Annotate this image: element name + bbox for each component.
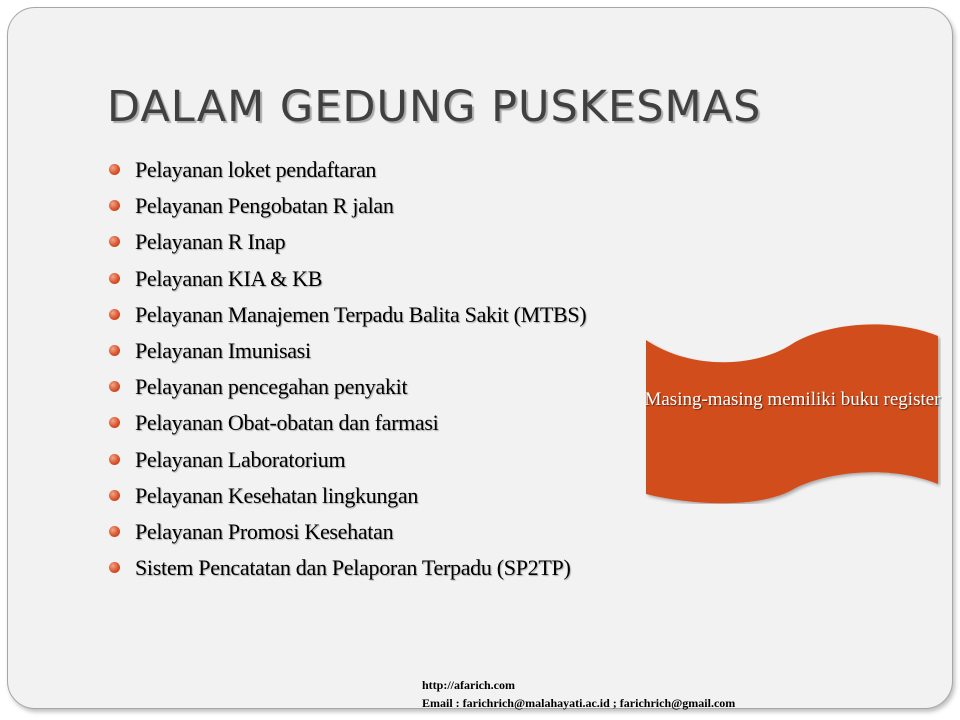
bullet-text: Pelayanan pencegahan penyakit	[135, 374, 408, 400]
bullet-dot-icon	[109, 273, 120, 284]
slide-title: DALAM GEDUNG PUSKESMAS	[107, 82, 762, 132]
bullet-dot-icon	[109, 236, 120, 247]
bullet-text: Pelayanan Laboratorium	[135, 446, 346, 472]
bullet-text: Pelayanan Kesehatan lingkungan	[135, 482, 419, 508]
list-item	[106, 333, 686, 369]
bullet-text: Pelayanan Pengobatan R jalan	[135, 193, 394, 219]
wave-banner-shape-icon	[644, 322, 941, 504]
footer	[422, 676, 735, 712]
bullet-dot-icon	[109, 164, 120, 175]
bullet-text: Pelayanan Promosi Kesehatan	[135, 519, 394, 545]
bullet-dot-icon	[109, 345, 120, 356]
list-item	[106, 514, 686, 550]
bullet-text: Pelayanan KIA & KB	[135, 265, 323, 291]
footer-email[interactable]: Email : farichrich@malahayati.ac.id ; farichrich@gmail.com	[422, 696, 736, 710]
list-item	[106, 152, 686, 188]
list-item	[106, 550, 605, 586]
list-item	[106, 188, 686, 224]
list-item	[106, 369, 686, 405]
bullet-dot-icon	[109, 381, 120, 392]
bullet-dot-icon	[109, 309, 120, 320]
list-item	[106, 297, 686, 333]
bullet-list	[106, 152, 686, 586]
list-item	[106, 224, 686, 260]
wave-banner	[644, 322, 941, 504]
bullet-text: Pelayanan Imunisasi	[135, 338, 311, 364]
list-item	[106, 478, 686, 514]
bullet-text: Pelayanan loket pendaftaran	[135, 157, 377, 182]
banner-text: Masing-masing memiliki buku register	[644, 389, 941, 410]
list-item	[106, 405, 686, 441]
bullet-dot-icon	[109, 417, 120, 428]
bullet-text: Pelayanan Manajemen Terpadu Balita Sakit (MTBS)	[135, 301, 587, 327]
list-item	[106, 442, 686, 478]
bullet-dot-icon	[109, 490, 120, 501]
bullet-dot-icon	[109, 526, 120, 537]
bullet-dot-icon	[109, 200, 120, 211]
bullet-text: Pelayanan R Inap	[135, 229, 286, 255]
footer-url-link[interactable]: http://afarich.com	[422, 678, 515, 692]
bullet-dot-icon	[109, 562, 120, 573]
bullet-text: Pelayanan Obat-obatan dan farmasi	[135, 410, 439, 436]
bullet-dot-icon	[109, 454, 120, 465]
list-item	[106, 261, 686, 297]
bullet-text: Sistem Pencatatan dan Pelaporan Terpadu (SP2TP)	[135, 555, 571, 581]
